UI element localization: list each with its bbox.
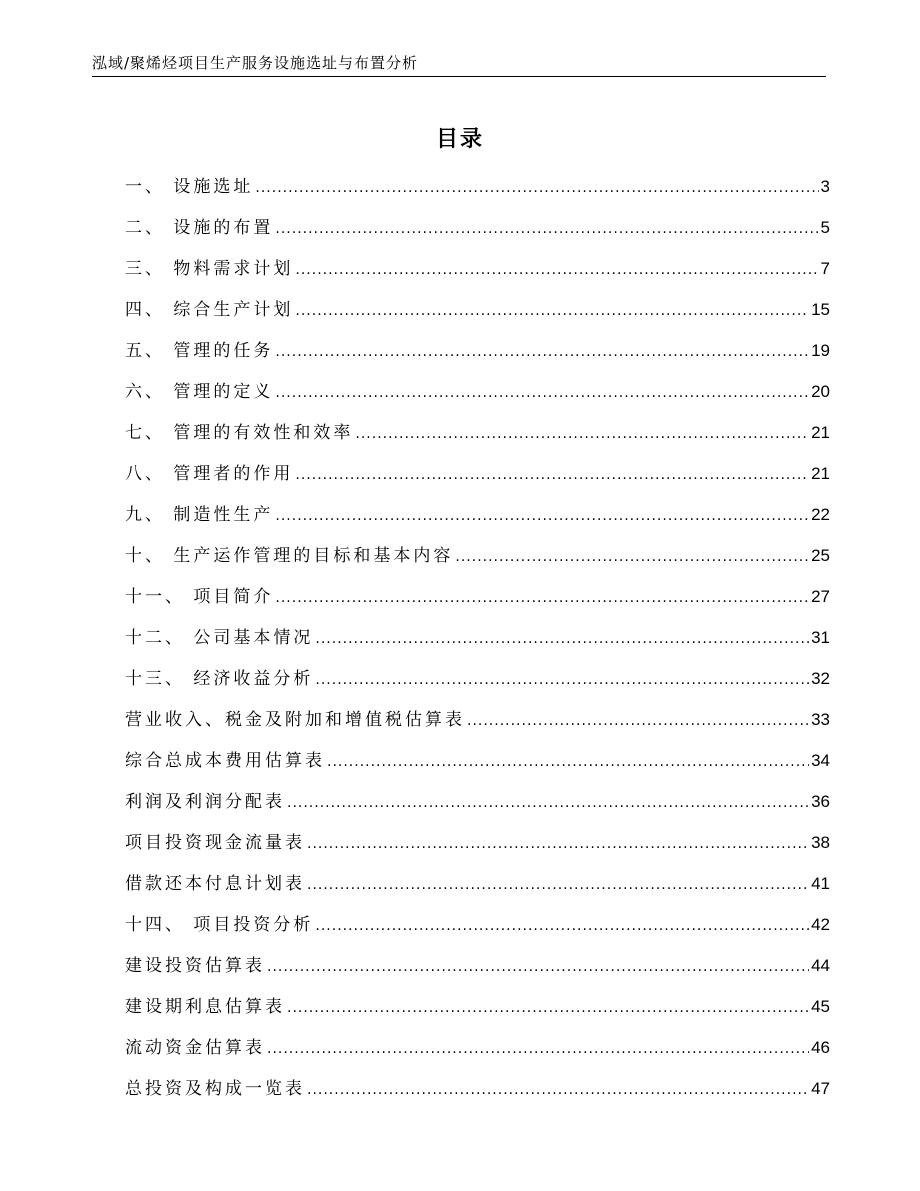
toc-entry-page-number: 38	[811, 833, 830, 852]
toc-entry-label: 项目投资现金流量表	[125, 833, 305, 853]
toc-entry-label: 总投资及构成一览表	[125, 1079, 305, 1099]
toc-entry[interactable]	[125, 910, 830, 951]
toc-entry-page-number: 33	[811, 710, 830, 729]
toc-entry-label: 十四、 项目投资分析	[125, 915, 314, 935]
toc-entry-page-number: 22	[811, 505, 830, 524]
header-rule	[92, 76, 826, 77]
toc-dot-leader	[295, 460, 809, 490]
toc-dot-leader	[455, 542, 809, 572]
toc-entry-label: 四、 综合生产计划	[125, 300, 294, 320]
toc-entry[interactable]	[125, 992, 830, 1033]
toc-entry-page-number: 34	[811, 751, 830, 770]
toc-entry-page-number: 5	[820, 218, 830, 237]
toc-entry-label: 五、 管理的任务	[125, 341, 274, 361]
toc-entry[interactable]	[125, 828, 830, 869]
toc-entry-label: 一、 设施选址	[125, 177, 254, 197]
toc-entry-label: 借款还本付息计划表	[125, 874, 305, 894]
toc-dot-leader	[255, 173, 818, 203]
toc-entry[interactable]	[125, 623, 830, 664]
toc-entry-label: 二、 设施的布置	[125, 218, 274, 238]
toc-entry-label: 十、 生产运作管理的目标和基本内容	[125, 546, 454, 566]
toc-entry[interactable]	[125, 746, 830, 787]
toc-dot-leader	[287, 788, 809, 818]
toc-entry[interactable]	[125, 377, 830, 418]
toc-entry[interactable]	[125, 664, 830, 705]
toc-entry[interactable]	[125, 1074, 830, 1115]
toc-entry[interactable]	[125, 951, 830, 992]
toc-entry-page-number: 41	[811, 874, 830, 893]
toc-entry-page-number: 42	[811, 915, 830, 934]
toc-entry-page-number: 47	[811, 1079, 830, 1098]
toc-entry[interactable]	[125, 705, 830, 746]
toc-dot-leader	[275, 583, 809, 613]
toc-entry-page-number: 44	[811, 956, 830, 975]
toc-entry[interactable]	[125, 336, 830, 377]
toc-dot-leader	[275, 501, 809, 531]
toc-title: 目录	[435, 127, 484, 152]
toc-entry-page-number: 15	[811, 300, 830, 319]
toc-entry[interactable]	[125, 869, 830, 910]
toc-entry-label: 综合总成本费用估算表	[125, 751, 325, 771]
toc-entry-label: 利润及利润分配表	[125, 792, 285, 812]
toc-dot-leader	[295, 296, 809, 326]
toc-entry-label: 七、 管理的有效性和效率	[125, 423, 354, 443]
toc-entry-label: 建设期利息估算表	[125, 997, 285, 1017]
toc-dot-leader	[295, 255, 818, 285]
toc-dot-leader	[315, 624, 809, 654]
toc-dot-leader	[267, 1034, 809, 1064]
toc-entry-page-number: 45	[811, 997, 830, 1016]
toc-entry-label: 流动资金估算表	[125, 1038, 265, 1058]
toc-entry[interactable]	[125, 1033, 830, 1074]
toc-entry[interactable]	[125, 582, 830, 623]
toc-entry-label: 营业收入、税金及附加和增值税估算表	[125, 710, 465, 730]
toc-dot-leader	[467, 706, 809, 736]
toc-entry-page-number: 21	[811, 464, 830, 483]
toc-entry-page-number: 21	[811, 423, 830, 442]
toc-entry-page-number: 36	[811, 792, 830, 811]
toc-entry[interactable]	[125, 418, 830, 459]
toc-entry-page-number: 3	[820, 177, 830, 196]
toc-entry-label: 九、 制造性生产	[125, 505, 274, 525]
toc-entry-label: 三、 物料需求计划	[125, 259, 294, 279]
table-of-contents	[125, 172, 830, 1115]
toc-entry[interactable]	[125, 172, 830, 213]
toc-entry-page-number: 19	[811, 341, 830, 360]
toc-entry-label: 六、 管理的定义	[125, 382, 274, 402]
toc-dot-leader	[287, 993, 809, 1023]
toc-dot-leader	[275, 214, 818, 244]
toc-entry-label: 十二、 公司基本情况	[125, 628, 314, 648]
toc-entry-label: 建设投资估算表	[125, 956, 265, 976]
toc-dot-leader	[315, 911, 809, 941]
toc-entry-page-number: 46	[811, 1038, 830, 1057]
toc-entry-label: 十一、 项目简介	[125, 587, 274, 607]
toc-dot-leader	[307, 829, 809, 859]
toc-dot-leader	[355, 419, 809, 449]
toc-dot-leader	[275, 378, 809, 408]
toc-entry-page-number: 31	[811, 628, 830, 647]
toc-entry-page-number: 27	[811, 587, 830, 606]
toc-entry-label: 八、 管理者的作用	[125, 464, 294, 484]
toc-entry[interactable]	[125, 541, 830, 582]
toc-entry-page-number: 25	[811, 546, 830, 565]
toc-entry-page-number: 32	[811, 669, 830, 688]
toc-dot-leader	[275, 337, 809, 367]
toc-dot-leader	[267, 952, 809, 982]
running-header: 泓域/聚烯烃项目生产服务设施选址与布置分析	[92, 54, 419, 72]
toc-entry-page-number: 7	[820, 259, 830, 278]
toc-entry[interactable]	[125, 213, 830, 254]
toc-entry[interactable]	[125, 254, 830, 295]
toc-entry[interactable]	[125, 500, 830, 541]
toc-dot-leader	[307, 1075, 809, 1105]
toc-entry[interactable]	[125, 787, 830, 828]
toc-entry-label: 十三、 经济收益分析	[125, 669, 314, 689]
toc-entry[interactable]	[125, 295, 830, 336]
toc-entry-page-number: 20	[811, 382, 830, 401]
toc-entry[interactable]	[125, 459, 830, 500]
toc-dot-leader	[327, 747, 809, 777]
toc-dot-leader	[315, 665, 809, 695]
toc-dot-leader	[307, 870, 809, 900]
